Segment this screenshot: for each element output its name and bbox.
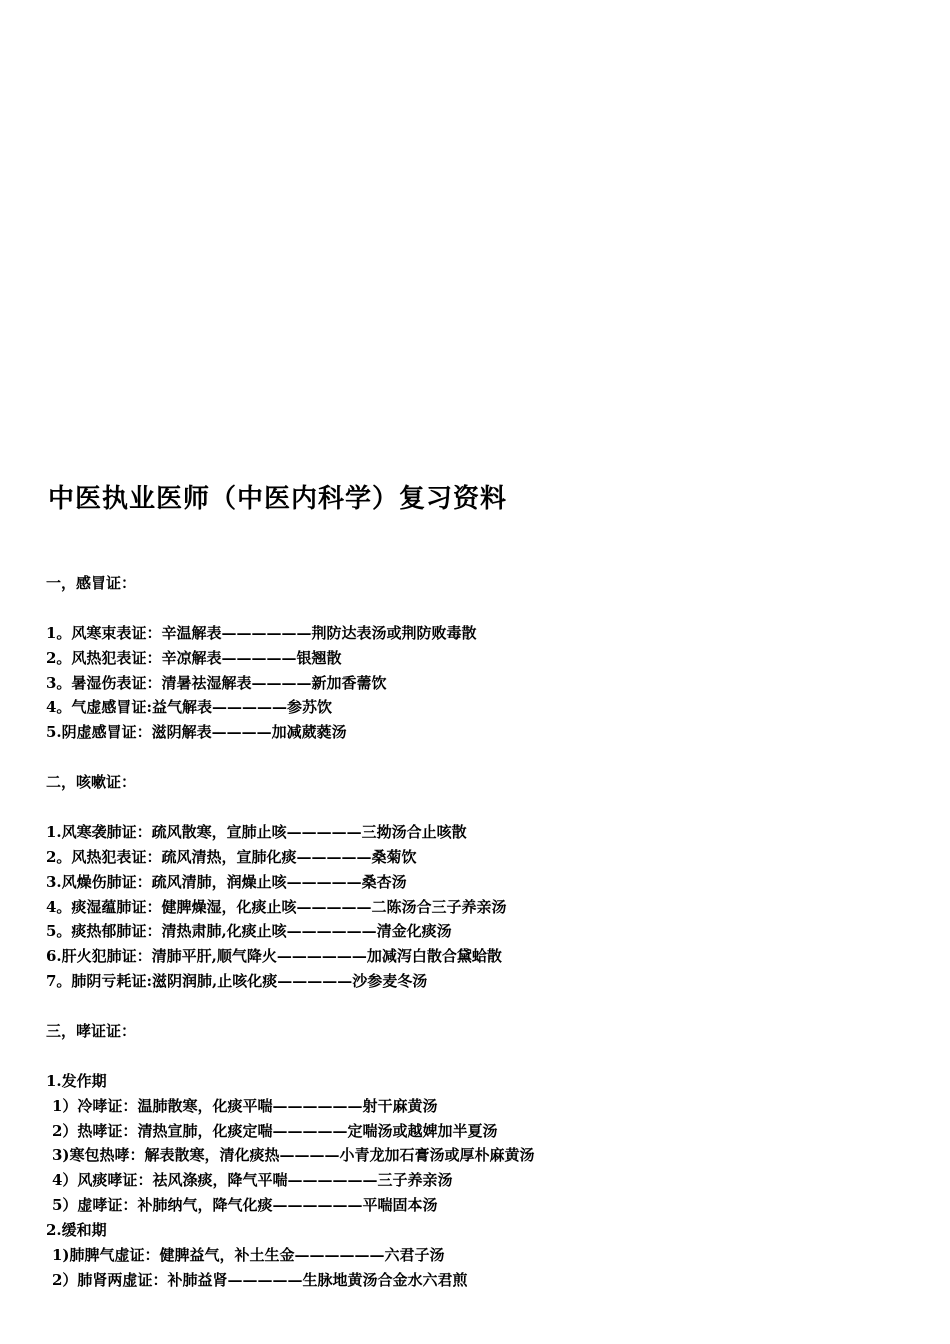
list-item: 2）热哮证：清热宣肺，化痰定喘—————定喘汤或越婢加半夏汤 [52,1121,498,1140]
blank-line [46,745,926,770]
subsection-heading: 2.缓和期 [46,1221,107,1240]
list-item: 6.肝火犯肺证：清肺平肝,顺气降火——————加减泻白散合黛蛤散 [46,947,502,966]
section-heading-cough: 二，咳嗽证： [46,773,137,792]
list-item: 2。风热犯表证：辛凉解表—————银翘散 [46,648,342,667]
list-item: 5.阴虚感冒证：滋阴解表————加减葳蕤汤 [46,723,347,742]
subsection-heading: 1.发作期 [46,1071,107,1090]
list-item: 4。痰湿蕴肺证：健脾燥湿，化痰止咳—————二陈汤合三子养亲汤 [46,897,507,916]
list-item: 3)寒包热哮：解表散寒，清化痰热————小青龙加石膏汤或厚朴麻黄汤 [52,1146,535,1165]
blank-line [46,795,926,820]
blank-line [46,994,926,1019]
blank-line [46,1044,926,1069]
list-item: 1)肺脾气虚证：健脾益气，补土生金——————六君子汤 [52,1246,445,1265]
section-heading-asthma: 三，哮证证： [46,1022,137,1041]
list-item: 2）肺肾两虚证：补肺益肾—————生脉地黄汤合金水六君煎 [52,1270,468,1289]
document-body [46,571,926,1293]
list-item: 2。风热犯表证：疏风清热，宣肺化痰—————桑菊饮 [46,847,417,866]
section-heading-cold: 一，感冒证： [46,574,137,592]
list-item: 1.风寒袭肺证：疏风散寒，宣肺止咳—————三拗汤合止咳散 [46,822,467,841]
list-item: 1。风寒束表证：辛温解表——————荆防达表汤或荆防败毒散 [46,623,477,642]
list-item: 5）虚哮证：补肺纳气，降气化痰——————平喘固本汤 [52,1196,438,1215]
list-item: 1）冷哮证：温肺散寒，化痰平喘——————射干麻黄汤 [52,1096,438,1115]
list-item: 5。痰热郁肺证：清热肃肺,化痰止咳——————清金化痰汤 [46,922,452,941]
list-item: 3。暑湿伤表证：清暑祛湿解表————新加香薷饮 [46,673,387,692]
blank-line [46,596,926,621]
list-item: 3.风燥伤肺证：疏风清肺，润燥止咳—————桑杏汤 [46,872,407,891]
list-item: 7。肺阴亏耗证:滋阴润肺,止咳化痰—————沙参麦冬汤 [46,972,428,991]
document-title: 中医执业医师（中医内科学）复习资料 [48,484,508,514]
list-item: 4。气虚感冒证:益气解表—————参苏饮 [46,698,332,717]
list-item: 4）风痰哮证：祛风涤痰，降气平喘——————三子养亲汤 [52,1171,453,1190]
